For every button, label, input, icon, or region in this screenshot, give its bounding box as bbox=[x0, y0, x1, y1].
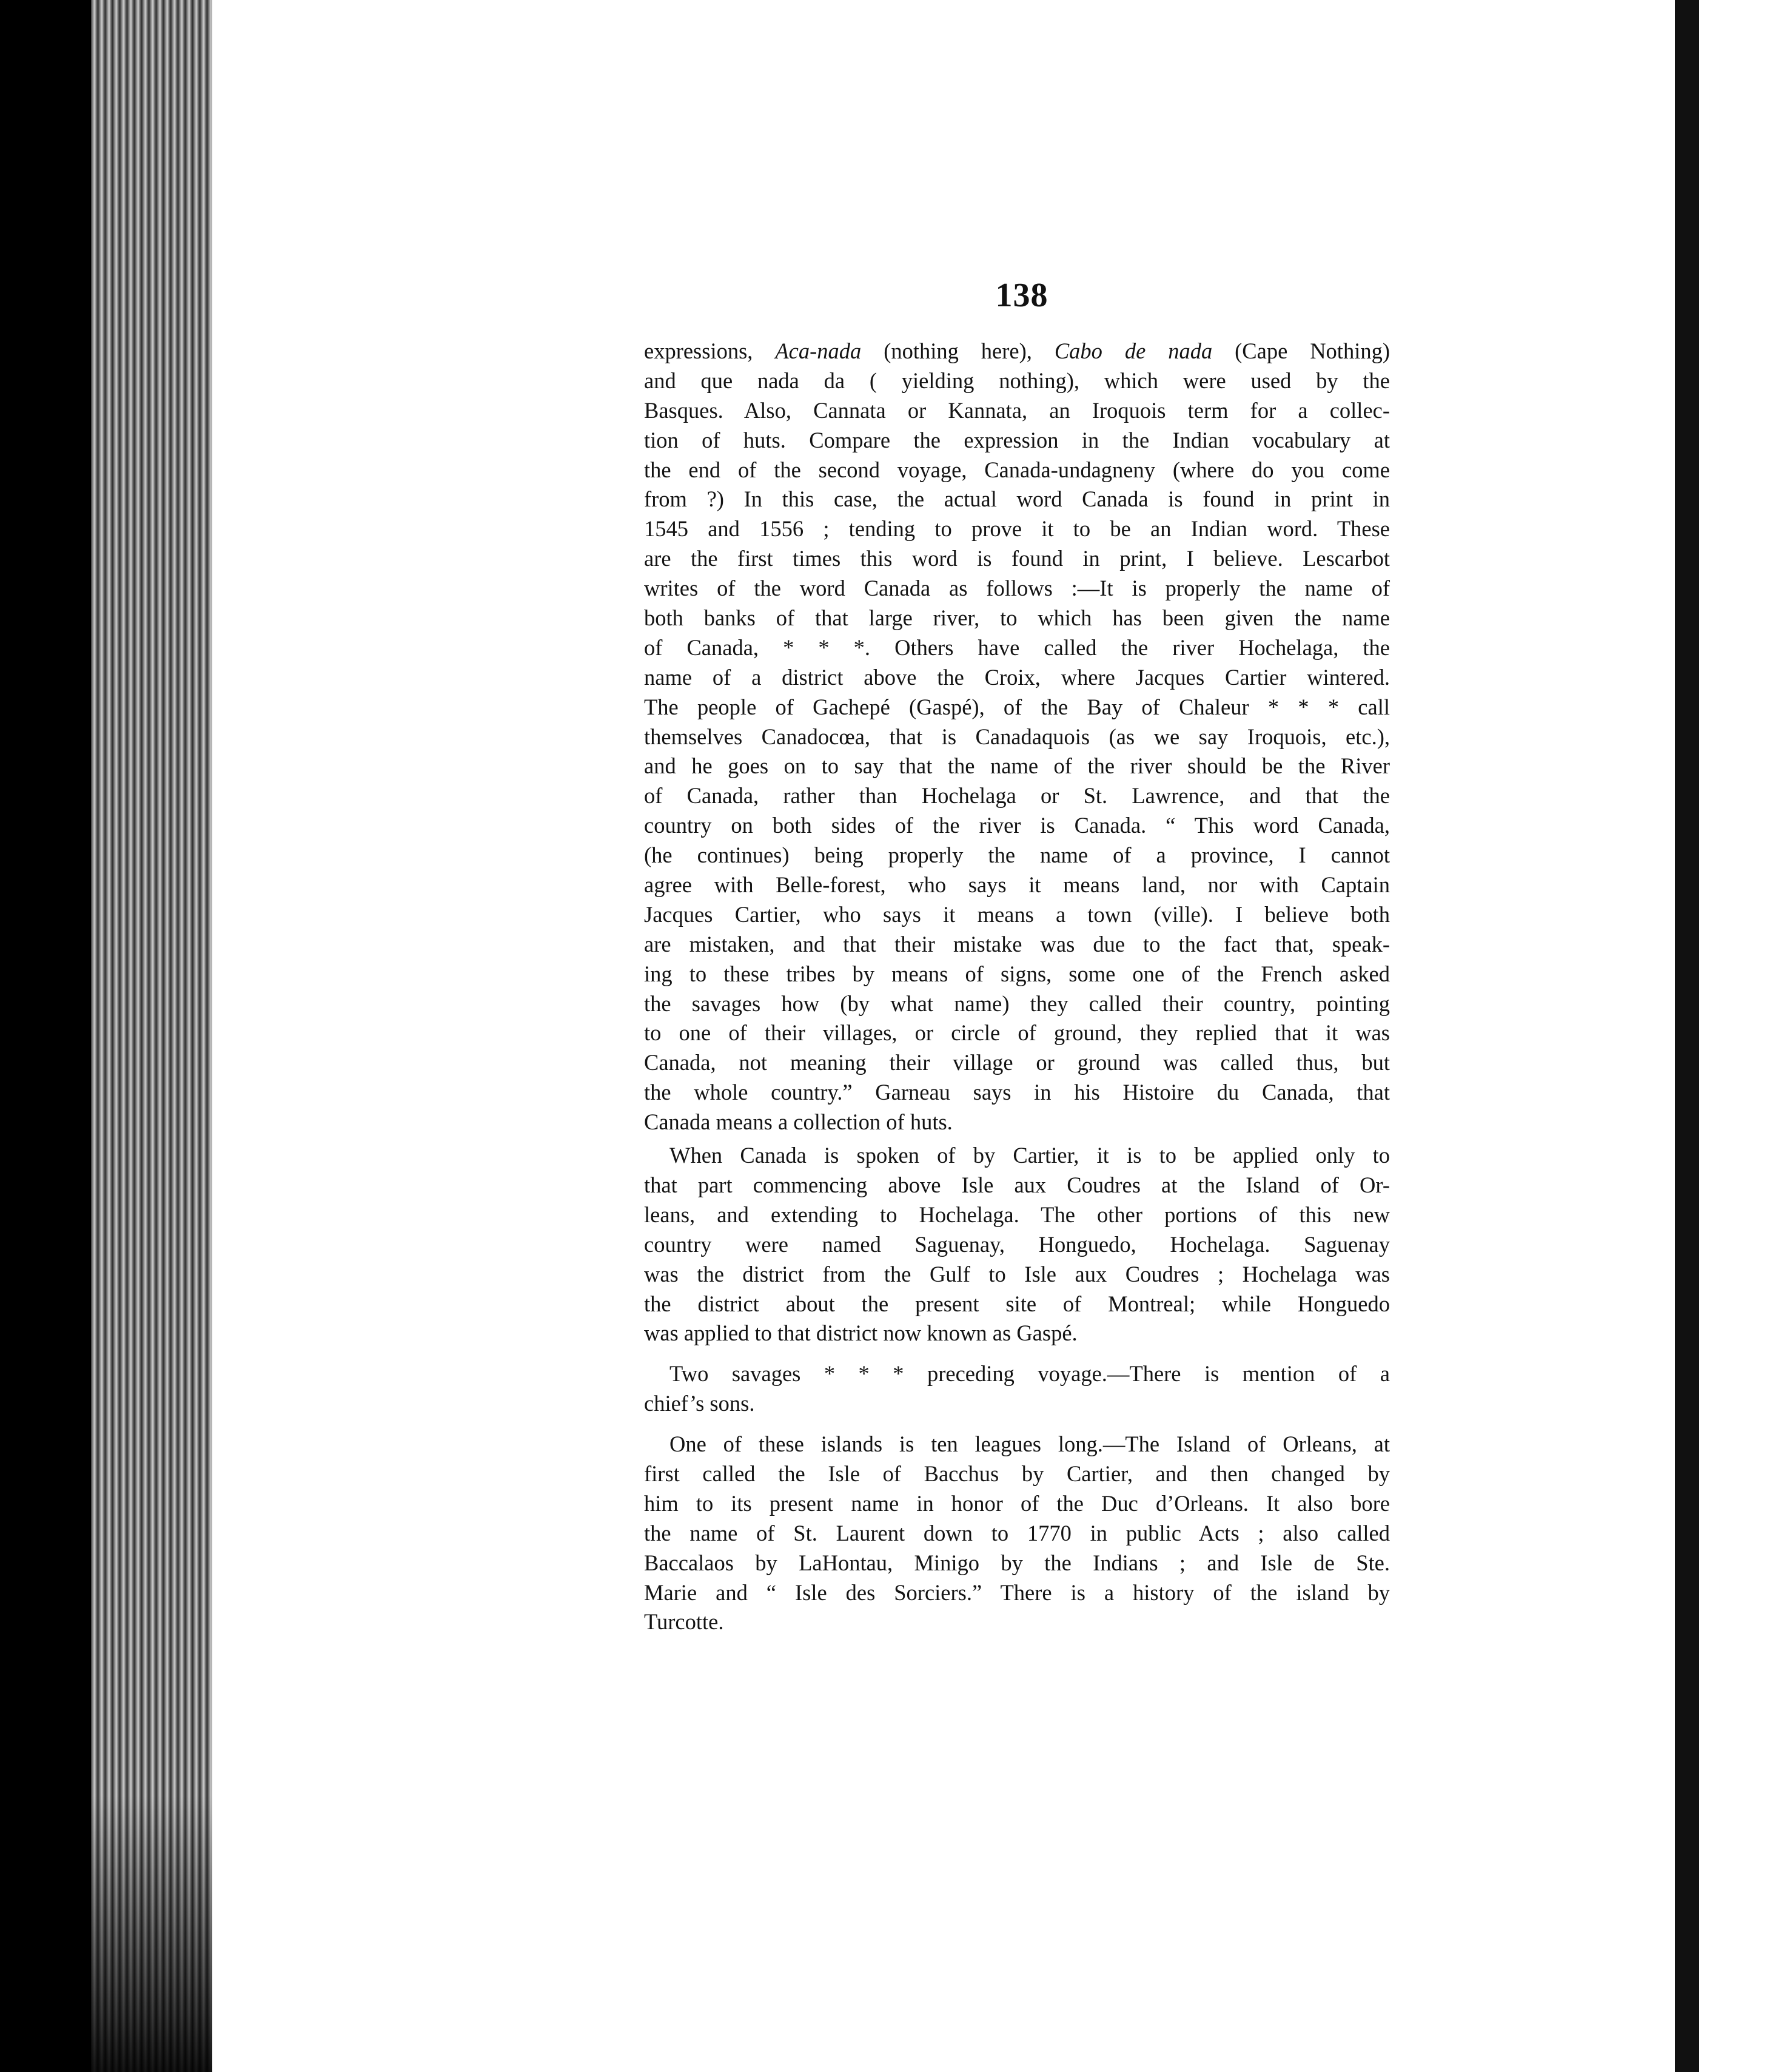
text-line: are the first times this word is found in print, I believe. Lescarbot bbox=[644, 546, 1390, 571]
text-line: Baccalaos by LaHontau, Minigo by the Indians ; and Isle de Ste. bbox=[644, 1550, 1390, 1575]
paragraph-gap bbox=[644, 1419, 1390, 1430]
text-line: that part commencing above Isle aux Coudres at the Island of Or- bbox=[644, 1172, 1390, 1197]
text-line: Basques. Also, Cannata or Kannata, an Iroquois term for a collec- bbox=[644, 397, 1390, 423]
text-line: the whole country.” Garneau says in his Histoire du Canada, that bbox=[644, 1080, 1390, 1105]
text-line: 1545 and 1556 ; tending to prove it to be an Indian word. These bbox=[644, 516, 1390, 542]
text-line: chief’s sons. bbox=[644, 1391, 755, 1416]
text-line: country on both sides of the river is Canada. “ This word Canada, bbox=[644, 813, 1390, 838]
text-line: writes of the word Canada as follows :—It is properly the name of bbox=[644, 576, 1390, 601]
text-line: and he goes on to say that the name of the river should be the River bbox=[644, 753, 1390, 779]
body-text bbox=[644, 337, 1390, 1637]
text-line: was applied to that district now known as Gaspé. bbox=[644, 1320, 1078, 1346]
text-line: the name of St. Laurent down to 1770 in public Acts ; also called bbox=[644, 1520, 1390, 1546]
book-page-edges bbox=[0, 0, 212, 2072]
text-line: from ?) In this case, the actual word Canada is found in print in bbox=[644, 486, 1390, 512]
page-edge-shadow bbox=[91, 1795, 212, 2072]
text-line: him to its present name in honor of the Duc d’Orleans. It also bore bbox=[644, 1490, 1390, 1516]
paragraph-1 bbox=[644, 337, 1390, 1137]
text-line: ing to these tribes by means of signs, some one of the French asked bbox=[644, 961, 1390, 986]
text-line: to one of their villages, or circle of ground, they replied that it was bbox=[644, 1020, 1390, 1046]
italic-term: Cabo de nada bbox=[1054, 338, 1213, 363]
text-line: Turcotte. bbox=[644, 1609, 724, 1635]
text-line: Canada means a collection of huts. bbox=[644, 1109, 953, 1135]
text-line: Marie and “ Isle des Sorciers.” There is a history of the island by bbox=[644, 1579, 1390, 1605]
paragraph-2 bbox=[644, 1141, 1390, 1348]
text-line: first called the Isle of Bacchus by Cartier, and then changed by bbox=[644, 1461, 1390, 1486]
text-line: The people of Gachepé (Gaspé), of the Bay of Chaleur * * * call bbox=[644, 694, 1390, 719]
text-line: tion of huts. Compare the expression in the Indian vocabulary at bbox=[644, 427, 1390, 452]
text-line: the district about the present site of Montreal; while Honguedo bbox=[644, 1291, 1390, 1316]
text-line: both banks of that large river, to which has been given the name bbox=[644, 605, 1390, 631]
paragraph-3 bbox=[644, 1359, 1390, 1419]
text-line: Canada, not meaning their village or ground was called thus, but bbox=[644, 1050, 1390, 1075]
paragraph-4 bbox=[644, 1430, 1390, 1637]
text-line: of Canada, * * *. Others have called the river Hochelaga, the bbox=[644, 634, 1390, 660]
text-line: agree with Belle-forest, who says it means land, nor with Captain bbox=[644, 872, 1390, 898]
text-line: expressions, Aca-nada (nothing here), Cabo de nada (Cape Nothing) bbox=[644, 338, 1390, 363]
paragraph-gap bbox=[644, 1348, 1390, 1359]
text-line: Jacques Cartier, who says it means a town (ville). I believe both bbox=[644, 901, 1390, 927]
text-line: the end of the second voyage, Canada-undagneny (where do you come bbox=[644, 457, 1390, 482]
page-number: 138 bbox=[995, 277, 1048, 314]
text-line: leans, and extending to Hochelaga. The other portions of this new bbox=[644, 1202, 1390, 1227]
text-line: (he continues) being properly the name of a province, I cannot bbox=[644, 843, 1390, 868]
facing-page-sliver bbox=[1699, 0, 1778, 2072]
book-gutter bbox=[1675, 0, 1699, 2072]
page-edge-strips bbox=[91, 0, 212, 2072]
text-line: are mistaken, and that their mistake was due to the fact that, speak- bbox=[644, 931, 1390, 957]
text-line: and que nada da ( yielding nothing), which were used by the bbox=[644, 368, 1390, 393]
text-line: themselves Canadocœa, that is Canadaquois (as we say Iroquois, etc.), bbox=[644, 724, 1390, 749]
text-line: of Canada, rather than Hochelaga or St. Lawrence, and that the bbox=[644, 783, 1390, 809]
italic-term: Aca-nada bbox=[775, 338, 862, 363]
text-line: Two savages * * * preceding voyage.—There is mention of a bbox=[669, 1361, 1390, 1387]
text-line: When Canada is spoken of by Cartier, it is to be applied only to bbox=[669, 1143, 1390, 1168]
text-line: the savages how (by what name) they called their country, pointing bbox=[644, 991, 1390, 1016]
text-line: was the district from the Gulf to Isle aux Coudres ; Hochelaga was bbox=[644, 1261, 1390, 1287]
text-line: One of these islands is ten leagues long.—The Island of Orleans, at bbox=[669, 1431, 1390, 1457]
text-line: name of a district above the Croix, where Jacques Cartier wintered. bbox=[644, 664, 1390, 690]
text-line: country were named Saguenay, Honguedo, Hochelaga. Saguenay bbox=[644, 1231, 1390, 1257]
